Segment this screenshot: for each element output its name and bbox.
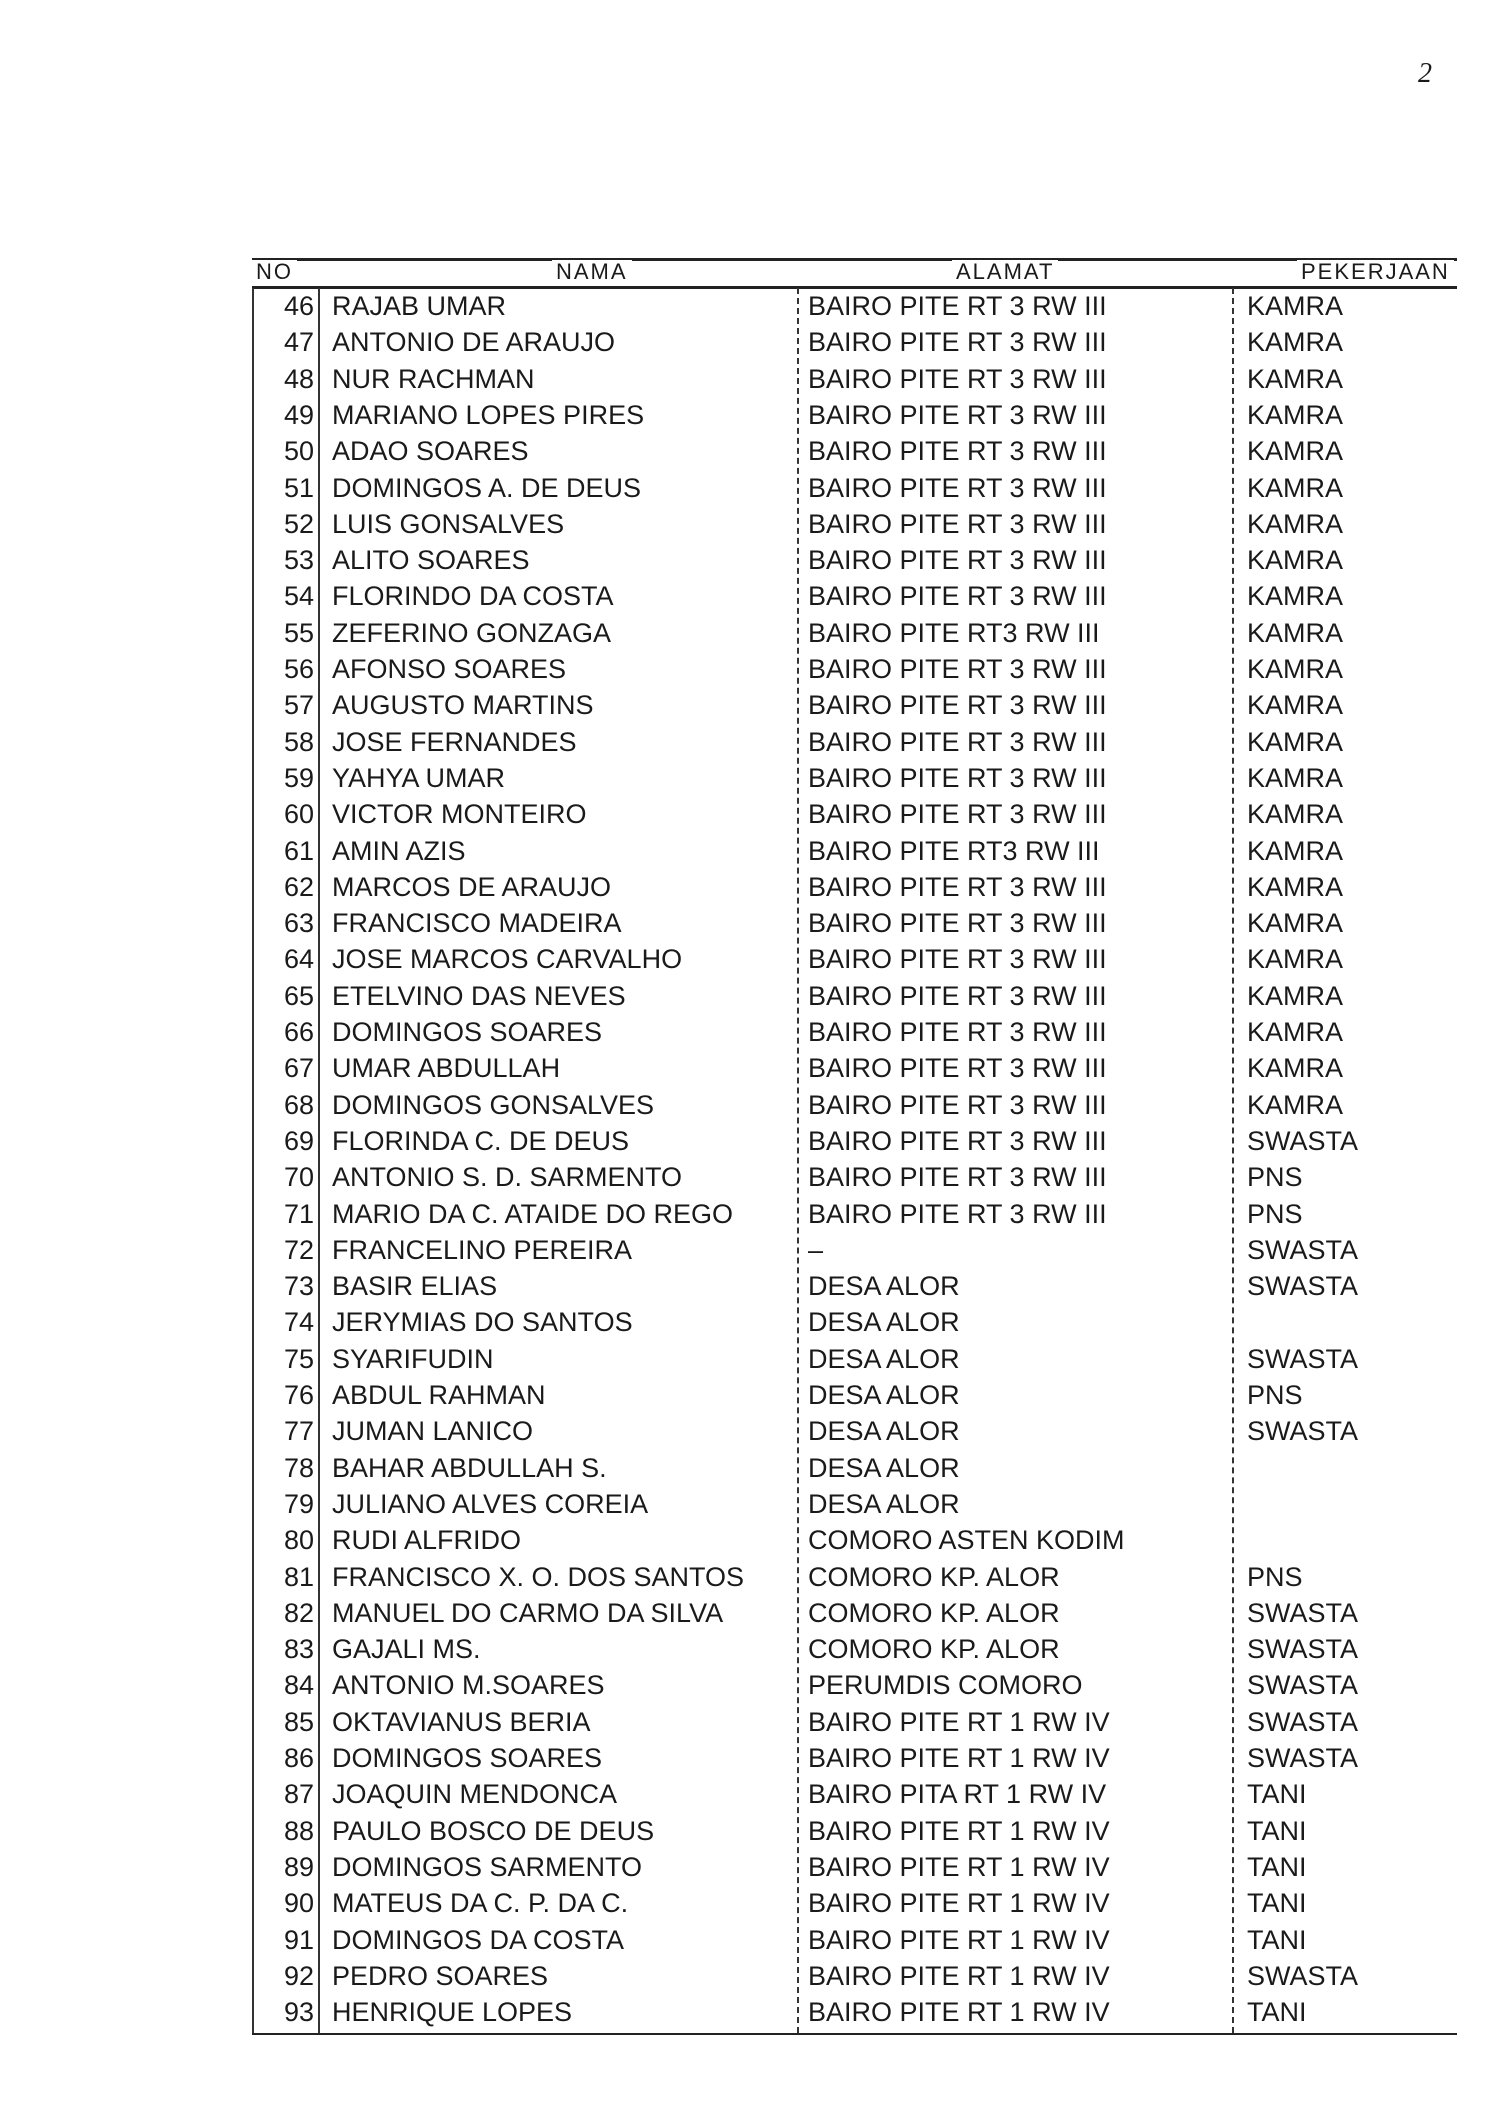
row-occupation: KAMRA xyxy=(1247,472,1344,503)
table-row xyxy=(252,1050,1457,1086)
row-name: FLORINDO DA COSTA xyxy=(332,581,614,612)
row-name: VICTOR MONTEIRO xyxy=(332,799,587,830)
row-number: 81 xyxy=(283,1561,314,1592)
row-occupation: KAMRA xyxy=(1247,617,1344,648)
table-row xyxy=(252,724,1457,760)
table-row xyxy=(252,1922,1457,1958)
row-occupation: KAMRA xyxy=(1247,581,1344,612)
row-name: FRANCISCO MADEIRA xyxy=(332,908,622,939)
row-number: 49 xyxy=(283,399,314,430)
table-row xyxy=(252,651,1457,687)
row-number: 55 xyxy=(283,617,314,648)
row-address: BAIRO PITE RT 1 RW IV xyxy=(808,1997,1110,2028)
row-occupation: SWASTA xyxy=(1247,1125,1359,1156)
row-occupation: TANI xyxy=(1247,1888,1307,1919)
table-row xyxy=(252,760,1457,796)
row-occupation: KAMRA xyxy=(1247,726,1344,757)
table-row xyxy=(252,397,1457,433)
row-occupation: KAMRA xyxy=(1247,508,1344,539)
table-row xyxy=(252,1413,1457,1449)
row-address: BAIRO PITE RT 3 RW III xyxy=(808,1162,1107,1193)
row-name: JUMAN LANICO xyxy=(332,1416,534,1447)
row-address: COMORO KP. ALOR xyxy=(808,1561,1060,1592)
row-address: PERUMDIS COMORO xyxy=(808,1670,1083,1701)
row-address: BAIRO PITE RT 1 RW IV xyxy=(808,1706,1110,1737)
row-name: DOMINGOS SARMENTO xyxy=(332,1851,643,1882)
row-number: 54 xyxy=(283,581,314,612)
row-number: 56 xyxy=(283,654,314,684)
row-occupation: PNS xyxy=(1247,1561,1303,1592)
row-number: 68 xyxy=(283,1089,314,1120)
row-name: HENRIQUE LOPES xyxy=(332,1997,573,2028)
row-occupation: KAMRA xyxy=(1247,399,1344,430)
row-name: OKTAVIANUS BERIA xyxy=(332,1706,591,1737)
row-number: 66 xyxy=(283,1017,314,1047)
table-row xyxy=(252,324,1457,360)
row-number: 46 xyxy=(283,291,314,321)
row-number: 87 xyxy=(283,1779,314,1810)
row-occupation: KAMRA xyxy=(1247,762,1344,793)
row-number: 60 xyxy=(283,799,314,830)
row-number: 93 xyxy=(283,1997,314,2028)
table-row xyxy=(252,1522,1457,1558)
row-address: BAIRO PITA RT 1 RW IV xyxy=(808,1779,1107,1810)
row-occupation: TANI xyxy=(1247,1851,1307,1882)
table-row xyxy=(252,1776,1457,1812)
row-occupation: SWASTA xyxy=(1247,1670,1359,1701)
row-number: 58 xyxy=(283,726,314,757)
row-occupation: KAMRA xyxy=(1247,363,1344,394)
row-occupation: SWASTA xyxy=(1247,1271,1359,1302)
row-number: 89 xyxy=(283,1851,314,1882)
row-address: BAIRO PITE RT 1 RW IV xyxy=(808,1743,1110,1773)
row-address: BAIRO PITE RT 1 RW IV xyxy=(808,1924,1110,1955)
row-address: BAIRO PITE RT 3 RW III xyxy=(808,1125,1107,1156)
row-name: AFONSO SOARES xyxy=(332,654,567,684)
row-name: BASIR ELIAS xyxy=(332,1271,498,1302)
row-address: BAIRO PITE RT 3 RW III xyxy=(808,762,1107,793)
row-address: DESA ALOR xyxy=(808,1307,960,1338)
row-number: 74 xyxy=(283,1307,314,1338)
row-address: DESA ALOR xyxy=(808,1271,960,1302)
row-occupation: KAMRA xyxy=(1247,835,1344,866)
row-address: BAIRO PITE RT 1 RW IV xyxy=(808,1815,1110,1846)
table-row xyxy=(252,905,1457,941)
table-row xyxy=(252,1196,1457,1232)
row-name: SYARIFUDIN xyxy=(332,1343,494,1374)
row-address: BAIRO PITE RT 3 RW III xyxy=(808,871,1107,902)
row-name: DOMINGOS GONSALVES xyxy=(332,1089,655,1120)
row-number: 91 xyxy=(283,1924,314,1955)
row-name: MANUEL DO CARMO DA SILVA xyxy=(332,1597,724,1628)
table-row xyxy=(252,1087,1457,1123)
row-number: 88 xyxy=(283,1815,314,1846)
row-number: 92 xyxy=(283,1960,314,1991)
row-number: 59 xyxy=(283,762,314,793)
row-occupation: SWASTA xyxy=(1247,1416,1359,1447)
row-name: GAJALI MS. xyxy=(332,1634,481,1665)
row-address: – xyxy=(808,1234,824,1265)
row-name: FLORINDA C. DE DEUS xyxy=(332,1125,630,1156)
resident-table xyxy=(252,258,1457,2033)
row-occupation: KAMRA xyxy=(1247,690,1344,721)
row-occupation: KAMRA xyxy=(1247,1053,1344,1084)
row-occupation: TANI xyxy=(1247,1779,1307,1810)
row-occupation: SWASTA xyxy=(1247,1234,1359,1265)
table-row xyxy=(252,615,1457,651)
table-row xyxy=(252,1014,1457,1050)
row-name: ZEFERINO GONZAGA xyxy=(332,617,612,648)
row-occupation: SWASTA xyxy=(1247,1706,1359,1737)
header-nama: NAMA xyxy=(552,260,632,284)
row-number: 82 xyxy=(283,1597,314,1628)
table-row xyxy=(252,1740,1457,1776)
row-address: BAIRO PITE RT 3 RW III xyxy=(808,1017,1107,1047)
row-name: AUGUSTO MARTINS xyxy=(332,690,594,721)
row-address: BAIRO PITE RT 3 RW III xyxy=(808,654,1107,684)
row-occupation: KAMRA xyxy=(1247,1017,1344,1047)
row-address: BAIRO PITE RT 3 RW III xyxy=(808,1053,1107,1084)
table-row xyxy=(252,578,1457,614)
table-row xyxy=(252,1304,1457,1340)
row-number: 52 xyxy=(283,508,314,539)
row-address: BAIRO PITE RT 3 RW III xyxy=(808,1198,1107,1229)
row-address: BAIRO PITE RT 3 RW III xyxy=(808,363,1107,394)
row-address: BAIRO PITE RT 3 RW III xyxy=(808,726,1107,757)
table-row xyxy=(252,941,1457,977)
row-name: ANTONIO S. D. SARMENTO xyxy=(332,1162,683,1193)
row-address: DESA ALOR xyxy=(808,1488,960,1519)
row-number: 64 xyxy=(283,944,314,975)
row-address: BAIRO PITE RT 3 RW III xyxy=(808,944,1107,975)
table-row xyxy=(252,470,1457,506)
row-number: 48 xyxy=(283,363,314,394)
row-address: DESA ALOR xyxy=(808,1452,960,1483)
table-row xyxy=(252,1123,1457,1159)
table-row xyxy=(252,433,1457,469)
row-occupation: PNS xyxy=(1247,1380,1303,1410)
table-row xyxy=(252,1559,1457,1595)
row-occupation: PNS xyxy=(1247,1198,1303,1229)
row-address: BAIRO PITE RT3 RW III xyxy=(808,617,1100,648)
row-address: BAIRO PITE RT 1 RW IV xyxy=(808,1851,1110,1882)
row-number: 73 xyxy=(283,1271,314,1302)
row-number: 57 xyxy=(283,690,314,721)
table-row xyxy=(252,1813,1457,1849)
table-row xyxy=(252,1159,1457,1195)
row-address: COMORO KP. ALOR xyxy=(808,1597,1060,1628)
row-occupation: TANI xyxy=(1247,1815,1307,1846)
row-occupation: SWASTA xyxy=(1247,1634,1359,1665)
row-number: 62 xyxy=(283,871,314,902)
row-name: PAULO BOSCO DE DEUS xyxy=(332,1815,655,1846)
row-name: JOAQUIN MENDONCA xyxy=(332,1779,618,1810)
row-name: RUDI ALFRIDO xyxy=(332,1525,522,1556)
row-occupation: SWASTA xyxy=(1247,1343,1359,1374)
table-row xyxy=(252,796,1457,832)
row-name: ETELVINO DAS NEVES xyxy=(332,980,626,1011)
row-address: BAIRO PITE RT 3 RW III xyxy=(808,799,1107,830)
row-name: ADAO SOARES xyxy=(332,436,529,467)
table-row xyxy=(252,1958,1457,1994)
table-row xyxy=(252,1232,1457,1268)
row-occupation: KAMRA xyxy=(1247,436,1344,467)
row-number: 63 xyxy=(283,908,314,939)
row-address: BAIRO PITE RT 3 RW III xyxy=(808,508,1107,539)
row-occupation: KAMRA xyxy=(1247,327,1344,358)
row-name: FRANCELINO PEREIRA xyxy=(332,1234,633,1265)
row-address: BAIRO PITE RT 3 RW III xyxy=(808,581,1107,612)
table-header xyxy=(252,258,1457,288)
row-number: 76 xyxy=(283,1380,314,1410)
row-name: RAJAB UMAR xyxy=(332,291,507,321)
row-number: 75 xyxy=(283,1343,314,1374)
row-number: 69 xyxy=(283,1125,314,1156)
row-address: BAIRO PITE RT 3 RW III xyxy=(808,908,1107,939)
row-occupation: KAMRA xyxy=(1247,291,1344,321)
row-name: JERYMIAS DO SANTOS xyxy=(332,1307,633,1338)
row-name: DOMINGOS SOARES xyxy=(332,1743,603,1773)
row-number: 53 xyxy=(283,545,314,576)
table-row xyxy=(252,978,1457,1014)
row-name: UMAR ABDULLAH xyxy=(332,1053,561,1084)
row-address: BAIRO PITE RT 3 RW III xyxy=(808,327,1107,358)
row-address: BAIRO PITE RT 3 RW III xyxy=(808,690,1107,721)
table-row xyxy=(252,1994,1457,2030)
row-name: MARIO DA C. ATAIDE DO REGO xyxy=(332,1198,734,1229)
row-address: BAIRO PITE RT 3 RW III xyxy=(808,472,1107,503)
row-name: ALITO SOARES xyxy=(332,545,530,576)
row-occupation: KAMRA xyxy=(1247,799,1344,830)
row-name: ANTONIO DE ARAUJO xyxy=(332,327,616,358)
table-row xyxy=(252,1595,1457,1631)
bottom-rule xyxy=(252,2033,1457,2035)
row-number: 90 xyxy=(283,1888,314,1919)
row-occupation: TANI xyxy=(1247,1924,1307,1955)
row-number: 71 xyxy=(283,1198,314,1229)
row-number: 86 xyxy=(283,1743,314,1773)
table-row xyxy=(252,1667,1457,1703)
row-name: MATEUS DA C. P. DA C. xyxy=(332,1888,629,1919)
row-name: DOMINGOS DA COSTA xyxy=(332,1924,625,1955)
table-row xyxy=(252,506,1457,542)
row-number: 65 xyxy=(283,980,314,1011)
row-number: 78 xyxy=(283,1452,314,1483)
row-address: DESA ALOR xyxy=(808,1380,960,1410)
row-number: 77 xyxy=(283,1416,314,1447)
row-number: 83 xyxy=(283,1634,314,1665)
row-address: BAIRO PITE RT 3 RW III xyxy=(808,980,1107,1011)
row-name: AMIN AZIS xyxy=(332,835,466,866)
row-occupation: SWASTA xyxy=(1247,1960,1359,1991)
table-row xyxy=(252,1885,1457,1921)
row-occupation: KAMRA xyxy=(1247,871,1344,902)
table-row xyxy=(252,1486,1457,1522)
row-name: YAHYA UMAR xyxy=(332,762,506,793)
table-row xyxy=(252,361,1457,397)
table-row xyxy=(252,1704,1457,1740)
row-number: 61 xyxy=(283,835,314,866)
row-address: DESA ALOR xyxy=(808,1416,960,1447)
table-row xyxy=(252,869,1457,905)
row-occupation: KAMRA xyxy=(1247,1089,1344,1120)
row-number: 70 xyxy=(283,1162,314,1193)
row-address: BAIRO PITE RT 3 RW III xyxy=(808,545,1107,576)
row-name: DOMINGOS SOARES xyxy=(332,1017,603,1047)
row-name: MARIANO LOPES PIRES xyxy=(332,399,645,430)
table-row xyxy=(252,1268,1457,1304)
row-number: 67 xyxy=(283,1053,314,1084)
row-address: DESA ALOR xyxy=(808,1343,960,1374)
row-number: 51 xyxy=(283,472,314,503)
table-row xyxy=(252,833,1457,869)
row-occupation: KAMRA xyxy=(1247,944,1344,975)
row-occupation: KAMRA xyxy=(1247,545,1344,576)
page-number-mark: 2 xyxy=(1418,58,1432,89)
row-occupation: SWASTA xyxy=(1247,1597,1359,1628)
row-address: BAIRO PITE RT 3 RW III xyxy=(808,436,1107,467)
row-occupation: PNS xyxy=(1247,1162,1303,1193)
row-name: PEDRO SOARES xyxy=(332,1960,549,1991)
row-occupation: KAMRA xyxy=(1247,908,1344,939)
table-row xyxy=(252,1631,1457,1667)
row-name: ANTONIO M.SOARES xyxy=(332,1670,605,1701)
row-name: BAHAR ABDULLAH S. xyxy=(332,1452,607,1483)
row-address: BAIRO PITE RT 3 RW III xyxy=(808,291,1107,321)
row-address: BAIRO PITE RT 1 RW IV xyxy=(808,1960,1110,1991)
row-name: LUIS GONSALVES xyxy=(332,508,565,539)
row-name: FRANCISCO X. O. DOS SANTOS xyxy=(332,1561,745,1592)
row-name: JOSE FERNANDES xyxy=(332,726,577,757)
row-occupation: TANI xyxy=(1247,1997,1307,2028)
header-alamat: ALAMAT xyxy=(952,260,1058,284)
row-address: BAIRO PITE RT 1 RW IV xyxy=(808,1888,1110,1919)
table-row xyxy=(252,288,1457,324)
header-no: NO xyxy=(252,260,297,284)
row-address: BAIRO PITE RT 3 RW III xyxy=(808,399,1107,430)
row-number: 80 xyxy=(283,1525,314,1556)
row-occupation: KAMRA xyxy=(1247,980,1344,1011)
table-row xyxy=(252,1341,1457,1377)
row-number: 79 xyxy=(283,1488,314,1519)
row-occupation: SWASTA xyxy=(1247,1743,1359,1773)
table-row xyxy=(252,1377,1457,1413)
header-pekerjaan: PEKERJAAN xyxy=(1297,260,1454,284)
row-address: BAIRO PITE RT 3 RW III xyxy=(808,1089,1107,1120)
row-number: 47 xyxy=(283,327,314,358)
row-address: COMORO KP. ALOR xyxy=(808,1634,1060,1665)
table-row xyxy=(252,1450,1457,1486)
row-number: 72 xyxy=(283,1234,314,1265)
row-name: MARCOS DE ARAUJO xyxy=(332,871,612,902)
row-address: BAIRO PITE RT3 RW III xyxy=(808,835,1100,866)
row-number: 50 xyxy=(283,436,314,467)
row-number: 85 xyxy=(283,1706,314,1737)
row-occupation: KAMRA xyxy=(1247,654,1344,684)
row-name: NUR RACHMAN xyxy=(332,363,535,394)
table-row xyxy=(252,1849,1457,1885)
row-number: 84 xyxy=(283,1670,314,1701)
table-row xyxy=(252,542,1457,578)
row-name: ABDUL RAHMAN xyxy=(332,1380,546,1410)
table-row xyxy=(252,687,1457,723)
row-address: COMORO ASTEN KODIM xyxy=(808,1525,1125,1556)
row-name: JULIANO ALVES COREIA xyxy=(332,1488,649,1519)
row-name: JOSE MARCOS CARVALHO xyxy=(332,944,683,975)
row-name: DOMINGOS A. DE DEUS xyxy=(332,472,642,503)
